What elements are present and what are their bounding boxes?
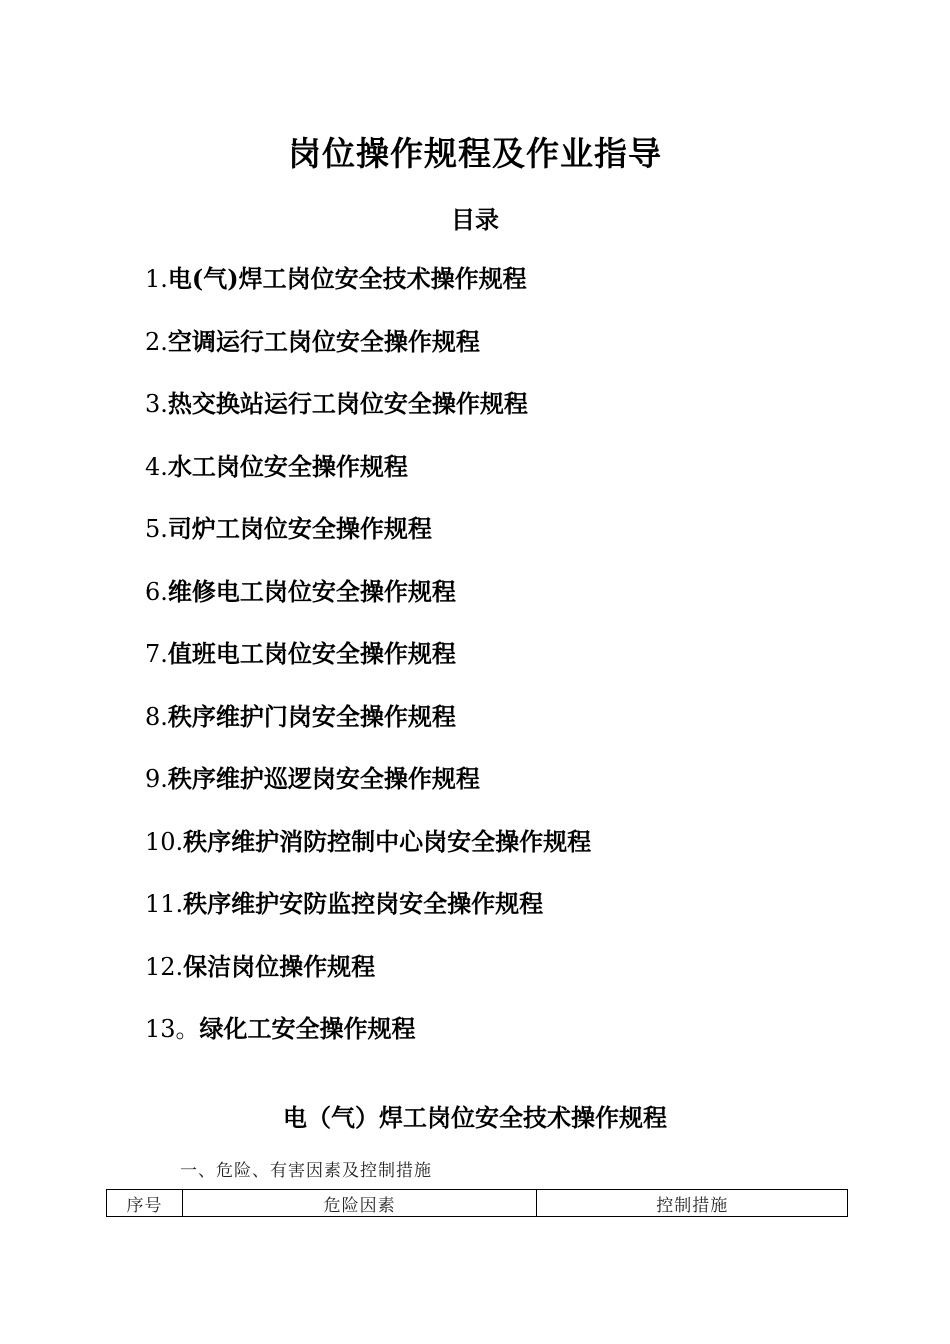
toc-item-12 [145,950,591,1013]
toc-item-number: 8. [145,702,168,731]
toc-item-label: 秩序维护巡逻岗安全操作规程 [167,764,480,793]
toc-item-label: 水工岗位安全操作规程 [167,451,408,481]
toc-item-8 [145,700,591,763]
toc-item-3 [145,387,591,450]
toc-item-label: 秩序维护消防控制中心岗安全操作规程 [183,826,592,856]
toc-item-label: 热交换站运行工岗位安全操作规程 [167,389,528,418]
toc-item-label: 保洁岗位操作规程 [183,951,376,981]
toc-heading: 目录 [451,205,499,234]
toc-item-1 [145,262,591,325]
toc-item-label: 秩序维护安防监控岗安全操作规程 [183,889,544,918]
toc-item-7 [145,637,591,700]
toc-item-number: 3. [145,390,168,418]
toc-item-number: 9. [145,765,168,793]
toc-item-number: 1. [145,265,168,293]
toc-item-label: 值班电工岗位安全操作规程 [167,639,456,668]
toc-item-number: 12. [145,952,184,981]
toc-item-label: 电(气)焊工岗位安全技术操作规程 [167,264,527,293]
toc-item-number: 5. [145,515,168,543]
toc-item-13 [145,1012,591,1075]
toc-item-5 [145,512,591,575]
column-header-hazard: 危险因素 [182,1190,537,1217]
toc-item-label: 秩序维护门岗安全操作规程 [167,701,456,731]
toc-item-number: 11. [145,890,184,918]
subsection-heading: 一、危险、有害因素及控制措施 [180,1161,432,1181]
toc-item-number: 4. [145,452,168,481]
toc-item-number: 10. [145,827,184,856]
toc-item-label: 维修电工岗位安全操作规程 [167,576,456,606]
toc-item-10 [145,825,591,888]
section-title: 电（气）焊工岗位安全技术操作规程 [283,1103,667,1132]
column-header-index: 序号 [107,1190,183,1217]
toc-item-9 [145,762,591,825]
hazard-control-table [106,1189,848,1217]
toc-item-label: 绿化工安全操作规程 [199,1014,416,1043]
toc-item-11 [145,887,591,950]
toc-item-4 [145,450,591,513]
toc-item-number: 13。 [145,1015,200,1043]
toc-item-2 [145,325,591,388]
toc-item-label: 司炉工岗位安全操作规程 [167,514,432,543]
table-of-contents [145,262,591,1075]
toc-item-number: 6. [145,577,168,606]
toc-item-number: 2. [145,327,168,356]
toc-item-label: 空调运行工岗位安全操作规程 [167,326,480,356]
document-title: 岗位操作规程及作业指导 [288,134,662,173]
column-header-control: 控制措施 [537,1190,848,1217]
toc-item-number: 7. [145,640,168,668]
toc-item-6 [145,575,591,638]
table-header-row [107,1190,848,1217]
